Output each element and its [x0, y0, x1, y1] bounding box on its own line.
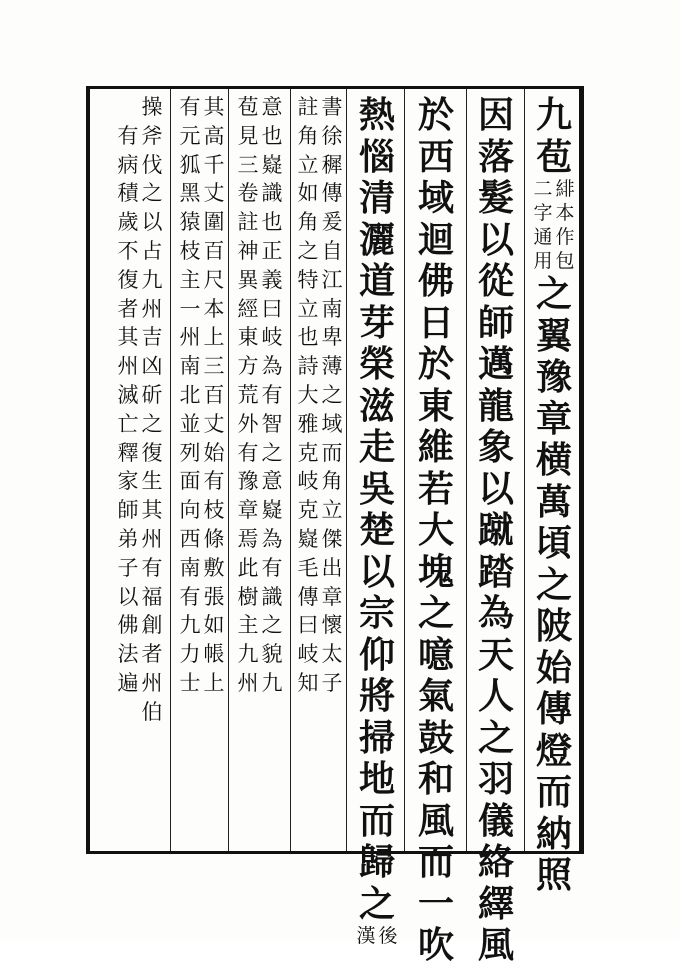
glyph: 上 — [203, 670, 225, 695]
glyph: 傑 — [321, 526, 343, 551]
note-line-right — [377, 927, 399, 951]
glyph: 髮 — [477, 177, 514, 219]
glyph: 積 — [117, 181, 139, 206]
glyph: 燈 — [535, 729, 572, 772]
glyph: 士 — [179, 670, 201, 695]
glyph: 毛 — [297, 555, 319, 580]
glyph: 有 — [179, 95, 201, 119]
glyph: 為 — [261, 526, 283, 551]
glyph: 落 — [477, 135, 514, 178]
glyph: 也 — [261, 210, 283, 235]
glyph: 穉 — [321, 152, 343, 177]
glyph: 佛 — [417, 260, 454, 302]
glyph: 陂 — [535, 605, 572, 647]
glyph: 有 — [261, 382, 283, 407]
glyph: 之 — [141, 181, 163, 206]
inline-note — [355, 927, 399, 951]
glyph: 百 — [203, 238, 225, 263]
glyph: 九 — [141, 267, 163, 292]
note-line-left — [532, 180, 554, 276]
glyph: 榮 — [358, 343, 395, 385]
glyph: 有 — [117, 123, 139, 148]
glyph: 仰 — [358, 633, 395, 676]
glyph: 主 — [179, 267, 201, 292]
glyph: 其 — [117, 325, 139, 350]
glyph: 南 — [179, 555, 201, 580]
glyph: 識 — [261, 181, 283, 206]
glyph: 本 — [203, 296, 225, 321]
glyph: 病 — [117, 152, 139, 177]
glyph: 有 — [203, 469, 225, 494]
glyph: 州 — [237, 670, 259, 695]
glyph: 佛 — [117, 613, 139, 638]
glyph: 面 — [179, 469, 201, 494]
glyph: 傳 — [297, 584, 319, 609]
glyph: 龍 — [477, 384, 514, 427]
glyph: 而 — [535, 771, 572, 813]
glyph: 法 — [117, 642, 139, 667]
glyph: 義 — [261, 267, 283, 292]
glyph: 本 — [555, 202, 575, 224]
glyph: 立 — [297, 296, 319, 321]
glyph: 岐 — [297, 642, 319, 667]
glyph: 歸 — [358, 841, 395, 883]
glyph: 角 — [321, 469, 343, 494]
glyph: 知 — [297, 670, 319, 695]
glyph: 地 — [358, 758, 395, 800]
glyph: 惱 — [358, 135, 395, 178]
glyph: 九 — [535, 94, 572, 136]
glyph: 大 — [417, 509, 454, 551]
glyph: 經 — [237, 296, 259, 321]
glyph: 生 — [141, 469, 163, 494]
glyph: 復 — [141, 440, 163, 465]
glyph: 州 — [117, 354, 139, 379]
glyph: 智 — [261, 411, 283, 436]
column-rule — [170, 89, 171, 851]
glyph: 章 — [321, 584, 343, 609]
glyph: 岐 — [261, 325, 283, 350]
glyph: 之 — [477, 716, 514, 759]
glyph: 風 — [417, 799, 454, 842]
glyph: 之 — [358, 882, 395, 925]
text-column-2 — [472, 94, 520, 969]
column-rule — [404, 89, 405, 851]
commentary-line-right — [320, 97, 344, 702]
glyph: 之 — [321, 382, 343, 407]
glyph: 之 — [297, 238, 319, 263]
glyph: 域 — [417, 177, 454, 219]
glyph: 道 — [358, 260, 395, 302]
commentary-line-right — [140, 97, 164, 731]
glyph: 不 — [117, 238, 139, 263]
glyph: 為 — [261, 354, 283, 379]
glyph: 九 — [237, 642, 259, 667]
glyph: 方 — [237, 354, 259, 379]
glyph: 嶷 — [261, 152, 283, 177]
glyph: 爰 — [321, 210, 343, 235]
glyph: 貌 — [261, 642, 283, 667]
glyph: 象 — [477, 426, 514, 468]
glyph: 踏 — [477, 550, 514, 593]
glyph: 二 — [533, 178, 553, 200]
glyph: 天 — [477, 633, 514, 676]
glyph: 九 — [179, 613, 201, 638]
glyph: 翼 — [535, 314, 572, 357]
glyph: 蹴 — [477, 509, 514, 551]
glyph: 而 — [358, 799, 395, 842]
glyph: 黑 — [179, 181, 201, 206]
glyph: 高 — [203, 123, 225, 148]
commentary-column-7 — [174, 97, 226, 702]
glyph: 亡 — [117, 411, 139, 436]
glyph: 塊 — [417, 550, 454, 593]
glyph: 豫 — [237, 469, 259, 494]
commentary-column-5 — [292, 97, 344, 702]
glyph: 之 — [535, 563, 572, 606]
glyph: 岐 — [297, 469, 319, 494]
glyph: 尺 — [203, 267, 225, 292]
glyph: 異 — [237, 267, 259, 292]
glyph: 其 — [141, 498, 163, 523]
column-body — [534, 273, 574, 899]
glyph: 遍 — [117, 670, 139, 695]
glyph: 雅 — [297, 411, 319, 436]
glyph: 書 — [321, 95, 343, 119]
glyph: 之 — [261, 613, 283, 638]
glyph: 北 — [179, 382, 201, 407]
glyph: 照 — [535, 854, 572, 896]
glyph: 師 — [477, 301, 514, 344]
glyph: 列 — [179, 440, 201, 465]
glyph: 伐 — [141, 152, 163, 177]
commentary-line-left — [296, 97, 320, 702]
glyph: 一 — [417, 882, 454, 925]
glyph: 以 — [141, 210, 163, 235]
glyph: 九 — [261, 670, 283, 695]
glyph: 作 — [555, 226, 575, 248]
glyph: 張 — [203, 584, 225, 609]
glyph: 元 — [179, 123, 201, 148]
glyph: 西 — [417, 135, 454, 178]
glyph: 始 — [203, 440, 225, 465]
glyph: 而 — [417, 841, 454, 883]
glyph: 卑 — [321, 325, 343, 350]
column-rule — [290, 89, 291, 851]
glyph: 斧 — [141, 123, 163, 148]
glyph: 吉 — [141, 325, 163, 350]
glyph: 吳 — [358, 467, 395, 510]
glyph: 域 — [321, 411, 343, 436]
glyph: 克 — [297, 498, 319, 523]
glyph: 東 — [417, 384, 454, 427]
glyph: 滅 — [117, 382, 139, 407]
glyph: 和 — [417, 758, 454, 800]
glyph: 熱 — [358, 94, 395, 136]
glyph: 如 — [297, 181, 319, 206]
glyph: 凶 — [141, 354, 163, 379]
glyph: 鼓 — [417, 716, 454, 759]
glyph: 有 — [261, 555, 283, 580]
glyph: 包 — [555, 250, 575, 272]
glyph: 猿 — [179, 210, 201, 235]
glyph: 人 — [477, 675, 514, 717]
glyph: 緋 — [555, 178, 575, 200]
commentary-column-6 — [232, 97, 284, 702]
glyph: 以 — [117, 584, 139, 609]
glyph: 樹 — [237, 584, 259, 609]
glyph: 日 — [417, 301, 454, 344]
glyph: 神 — [237, 238, 259, 263]
column-rule — [524, 89, 525, 851]
glyph: 之 — [535, 273, 572, 315]
glyph: 福 — [141, 584, 163, 609]
glyph: 釋 — [117, 440, 139, 465]
glyph: 復 — [117, 267, 139, 292]
column-rule — [346, 89, 347, 851]
glyph: 嶷 — [297, 526, 319, 551]
glyph: 師 — [117, 498, 139, 523]
glyph: 上 — [203, 325, 225, 350]
glyph: 薄 — [321, 354, 343, 379]
glyph: 氣 — [417, 675, 454, 717]
glyph: 横 — [535, 439, 572, 481]
glyph: 章 — [535, 397, 572, 440]
glyph: 傳 — [535, 688, 572, 730]
glyph: 之 — [417, 592, 454, 634]
commentary-column-8 — [112, 97, 164, 731]
glyph: 詩 — [297, 354, 319, 379]
glyph: 絡 — [477, 841, 514, 883]
glyph: 者 — [141, 642, 163, 667]
glyph: 操 — [141, 95, 163, 119]
glyph: 維 — [417, 426, 454, 468]
glyph: 邁 — [477, 343, 514, 385]
glyph: 自 — [321, 238, 343, 263]
glyph: 用 — [533, 250, 553, 272]
glyph: 南 — [321, 296, 343, 321]
text-column-3 — [412, 94, 460, 969]
glyph: 儀 — [477, 799, 514, 842]
glyph: 江 — [321, 267, 343, 292]
glyph: 枝 — [203, 498, 225, 523]
glyph: 苞 — [535, 135, 572, 178]
glyph: 占 — [141, 238, 163, 263]
glyph: 創 — [141, 613, 163, 638]
glyph: 之 — [261, 440, 283, 465]
inline-note — [532, 180, 576, 276]
glyph: 正 — [261, 238, 283, 263]
glyph: 迴 — [417, 218, 454, 261]
glyph: 芽 — [358, 301, 395, 344]
glyph: 從 — [477, 260, 514, 302]
glyph: 意 — [261, 95, 283, 119]
glyph: 者 — [117, 296, 139, 321]
glyph: 納 — [535, 812, 572, 855]
glyph: 子 — [117, 555, 139, 580]
glyph: 宗 — [358, 592, 395, 634]
glyph: 州 — [141, 526, 163, 551]
glyph: 註 — [297, 95, 319, 119]
glyph: 掃 — [358, 716, 395, 759]
glyph: 曰 — [297, 613, 319, 638]
commentary-line-left — [236, 97, 260, 702]
glyph: 以 — [358, 550, 395, 593]
glyph: 千 — [203, 152, 225, 177]
glyph: 克 — [297, 440, 319, 465]
text-column-1 — [528, 94, 580, 899]
glyph: 註 — [237, 210, 259, 235]
glyph: 意 — [261, 469, 283, 494]
glyph: 州 — [179, 325, 201, 350]
glyph: 丈 — [203, 411, 225, 436]
glyph: 有 — [141, 555, 163, 580]
glyph: 敷 — [203, 555, 225, 580]
column-body — [357, 94, 397, 927]
glyph: 徐 — [321, 123, 343, 148]
glyph: 子 — [321, 670, 343, 695]
column-rule — [466, 89, 467, 851]
glyph: 字 — [533, 202, 553, 224]
glyph: 傳 — [321, 181, 343, 206]
glyph: 特 — [297, 267, 319, 292]
glyph: 將 — [358, 675, 395, 717]
glyph: 章 — [237, 498, 259, 523]
glyph: 因 — [477, 94, 514, 136]
glyph: 豫 — [535, 356, 572, 398]
glyph: 南 — [179, 354, 201, 379]
column-head — [534, 94, 574, 180]
column-rule — [228, 89, 229, 851]
note-line-right — [554, 180, 576, 276]
glyph: 噫 — [417, 633, 454, 676]
glyph: 也 — [261, 123, 283, 148]
glyph: 條 — [203, 526, 225, 551]
glyph: 三 — [203, 354, 225, 379]
glyph: 見 — [237, 123, 259, 148]
commentary-line-right — [202, 97, 226, 702]
glyph: 灑 — [358, 218, 395, 261]
glyph: 清 — [358, 177, 395, 219]
glyph: 伯 — [141, 699, 163, 724]
glyph: 吹 — [417, 924, 454, 966]
glyph: 丈 — [203, 181, 225, 206]
glyph: 有 — [179, 584, 201, 609]
glyph: 圍 — [203, 210, 225, 235]
glyph: 走 — [358, 426, 395, 468]
glyph: 角 — [297, 210, 319, 235]
glyph: 歲 — [117, 210, 139, 235]
glyph: 大 — [297, 382, 319, 407]
glyph: 立 — [321, 498, 343, 523]
glyph: 百 — [203, 382, 225, 407]
glyph: 通 — [533, 226, 553, 248]
glyph: 後 — [378, 925, 398, 947]
glyph: 曰 — [261, 296, 283, 321]
glyph: 立 — [297, 152, 319, 177]
glyph: 枝 — [179, 238, 201, 263]
glyph: 出 — [321, 555, 343, 580]
glyph: 於 — [417, 343, 454, 385]
text-column-4 — [353, 94, 401, 951]
glyph: 頃 — [535, 522, 572, 564]
glyph: 東 — [237, 325, 259, 350]
glyph: 漢 — [356, 925, 376, 947]
glyph: 西 — [179, 526, 201, 551]
glyph: 角 — [297, 123, 319, 148]
glyph: 羽 — [477, 758, 514, 800]
glyph: 楚 — [358, 509, 395, 551]
glyph: 也 — [297, 325, 319, 350]
glyph: 主 — [237, 613, 259, 638]
glyph: 三 — [237, 152, 259, 177]
glyph: 識 — [261, 584, 283, 609]
note-line-left — [355, 927, 377, 951]
glyph: 繹 — [477, 882, 514, 925]
glyph: 風 — [477, 924, 514, 966]
glyph: 懷 — [321, 613, 343, 638]
glyph: 卷 — [237, 181, 259, 206]
glyph: 並 — [179, 411, 201, 436]
commentary-line-right — [260, 97, 284, 702]
glyph: 一 — [179, 296, 201, 321]
glyph: 始 — [535, 646, 572, 689]
glyph: 滋 — [358, 384, 395, 427]
glyph: 若 — [417, 467, 454, 510]
glyph: 有 — [237, 440, 259, 465]
glyph: 荒 — [237, 382, 259, 407]
glyph: 以 — [477, 218, 514, 261]
glyph: 而 — [321, 440, 343, 465]
glyph: 焉 — [237, 526, 259, 551]
glyph: 太 — [321, 642, 343, 667]
glyph: 其 — [203, 95, 225, 119]
glyph: 於 — [417, 94, 454, 136]
glyph: 州 — [141, 670, 163, 695]
glyph: 為 — [477, 592, 514, 634]
glyph: 斫 — [141, 382, 163, 407]
glyph: 弟 — [117, 526, 139, 551]
glyph: 苞 — [237, 95, 259, 119]
glyph: 以 — [477, 467, 514, 510]
glyph: 萬 — [535, 480, 572, 523]
glyph: 嶷 — [261, 498, 283, 523]
glyph: 外 — [237, 411, 259, 436]
glyph: 家 — [117, 469, 139, 494]
glyph: 狐 — [179, 152, 201, 177]
glyph: 之 — [141, 411, 163, 436]
commentary-line-left — [178, 97, 202, 702]
glyph: 帳 — [203, 642, 225, 667]
glyph: 向 — [179, 498, 201, 523]
glyph: 此 — [237, 555, 259, 580]
text-frame — [86, 86, 584, 966]
glyph: 如 — [203, 613, 225, 638]
glyph: 力 — [179, 642, 201, 667]
glyph: 州 — [141, 296, 163, 321]
commentary-line-left — [116, 123, 140, 702]
